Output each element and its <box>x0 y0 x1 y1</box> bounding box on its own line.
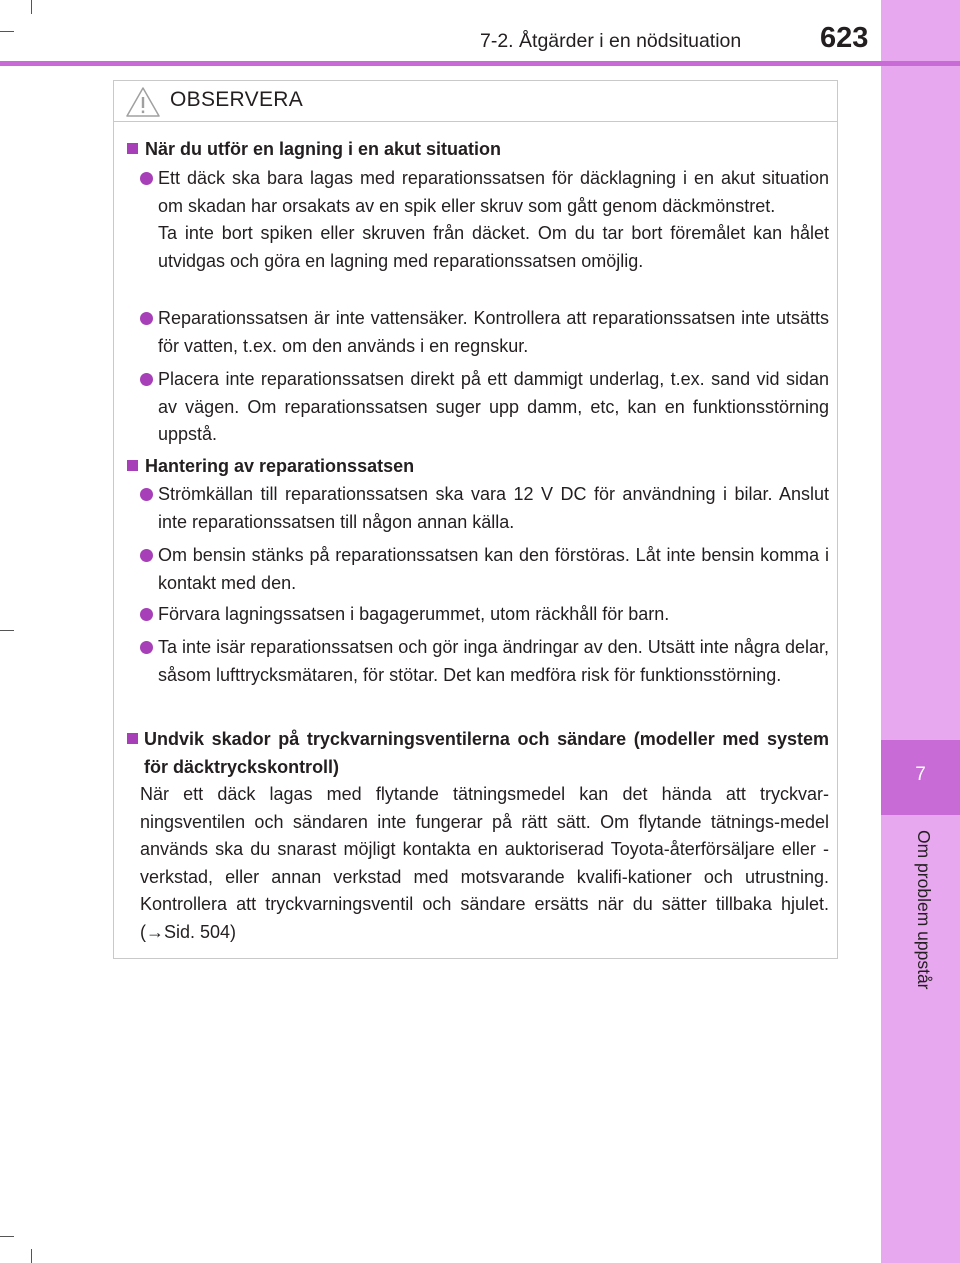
bullet-dot-icon <box>140 549 153 562</box>
warning-triangle-icon <box>125 86 161 118</box>
bullet-text: Placera inte reparationssatsen direkt på ett dammigt underlag, t.ex. sand vid sidan av vägen. Om reparationssatsen suger upp damm, etc, kan en funktionsstörning uppstå. <box>158 369 829 444</box>
bullet-dot-icon <box>140 373 153 386</box>
bullet-text: Reparationssatsen är inte vattensäker. Kontrollera att reparationssatsen inte utsätts för vatten, t.ex. om den används i en regnskur. <box>158 308 829 356</box>
bullet-text: Ta inte isär reparationssatsen och gör inga ändringar av den. Utsätt inte några delar, såsom lufttrycksmätaren, för stötar. Det kan medföra risk för funktionsstörning. <box>158 637 829 685</box>
section-heading: Undvik skador på tryckvarningsventilerna och sändare (modeller med system för däcktryckskontroll) <box>127 725 829 781</box>
bullet-dot-icon <box>140 608 153 621</box>
crop-mark <box>0 31 14 32</box>
section-heading: Hantering av reparationssatsen <box>127 452 414 480</box>
caution-title: OBSERVERA <box>170 88 304 111</box>
bullet-text: Ta inte bort spiken eller skruven från däcket. Om du tar bort föremålet kan hålet utvidgas och göra en lagning med reparationssatsen omöjlig. <box>158 223 829 271</box>
list-item <box>140 481 829 536</box>
list-item <box>140 601 829 629</box>
chapter-side-tab <box>881 0 960 1263</box>
square-bullet-icon <box>127 143 138 154</box>
crop-mark <box>0 1236 14 1237</box>
caution-box <box>113 80 838 959</box>
bullet-dot-icon <box>140 488 153 501</box>
page-number: 623 <box>820 22 869 54</box>
bullet-text: Förvara lagningssatsen i bagagerummet, utom räckhåll för barn. <box>158 604 670 624</box>
caution-header <box>114 81 837 122</box>
list-item <box>140 542 829 597</box>
list-item <box>140 366 829 449</box>
section-title: 7-2. Åtgärder i en nödsituation <box>480 30 742 52</box>
crop-mark <box>31 1249 32 1263</box>
crop-mark <box>31 0 32 14</box>
list-item <box>140 165 829 275</box>
bullet-dot-icon <box>140 172 153 185</box>
header-rule <box>0 61 960 66</box>
bullet-text: Ett däck ska bara lagas med reparationssatsen för däcklagning i en akut situation om skadan har orsakats av en spik eller skruv som gått genom däckmönstret. <box>158 168 829 216</box>
chapter-number: 7 <box>915 764 926 785</box>
square-bullet-icon <box>127 460 138 471</box>
bullet-text: Strömkällan till reparationssatsen ska vara 12 V DC för användning i bilar. Anslut inte reparationssatsen till någon annan källa. <box>158 484 829 532</box>
crop-mark <box>0 630 14 631</box>
bullet-dot-icon <box>140 312 153 325</box>
square-bullet-icon <box>127 733 138 744</box>
bullet-text: Om bensin stänks på reparationssatsen kan den förstöras. Låt inte bensin komma i kontakt med den. <box>158 545 829 593</box>
list-item <box>140 305 829 360</box>
bullet-dot-icon <box>140 641 153 654</box>
chapter-title: Om problem uppstår <box>914 830 934 990</box>
section-paragraph: När ett däck lagas med flytande tätningsmedel kan det hända att tryckvar-ningsventilen och sändaren inte fungerar på rätt sätt. Om flytande tätnings-medel används ska du snarast möjligt kontakta en auktoriserad Toyota-återförsäljare eller -verkstad, eller annan verkstad med motsvarande kvalifi-kationer och utrustning. Kontrollera att tryckvarningsventil och sändare ersätts när du sätter tillbaka hjulet. (→Sid. 504) <box>140 784 829 942</box>
section-heading: När du utför en lagning i en akut situation <box>127 135 501 163</box>
list-item <box>140 634 829 689</box>
